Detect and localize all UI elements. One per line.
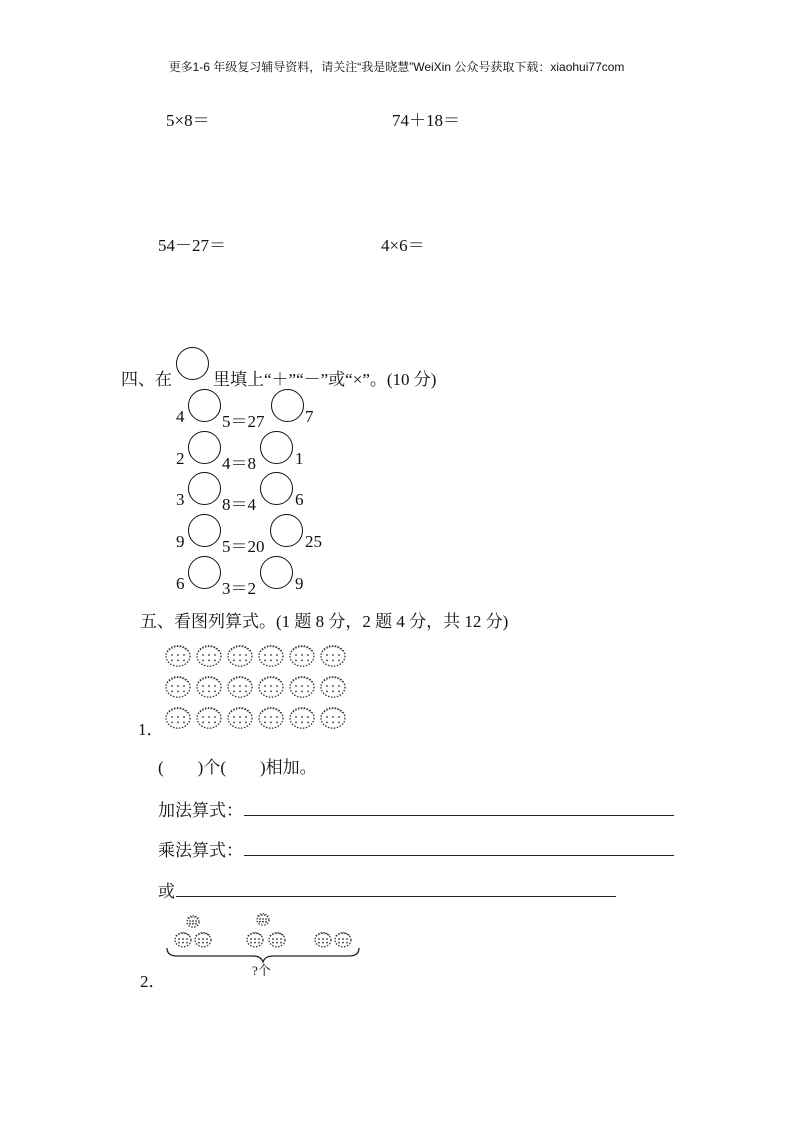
row2-circle-2[interactable] — [260, 431, 293, 464]
q1-object-r3-c3 — [228, 708, 252, 728]
section4-title-suffix: 里填上“＋”“－”或“×”。(10 分) — [213, 370, 437, 389]
q1-number: 1． — [138, 720, 164, 739]
q1-object-r1-c2 — [197, 646, 221, 666]
row3-mid: 8＝4 — [222, 495, 256, 514]
q1-object-r1-c5 — [290, 646, 314, 666]
q1-object-r3-c6 — [321, 708, 345, 728]
q2-object-top-1 — [187, 916, 199, 927]
q1-object-r3-c4 — [259, 708, 283, 728]
row5-circle-1[interactable] — [188, 556, 221, 589]
q2-object-g3-2 — [335, 933, 351, 947]
q1-blank-text: ( )个( )相加。 — [158, 758, 317, 777]
row5-circle-2[interactable] — [260, 556, 293, 589]
page-header: 更多1-6 年级复习辅导资料，请关注“我是晓慧”WeiXin 公众号获取下载：xiaohui77com — [168, 60, 625, 74]
q1-object-r1-c3 — [228, 646, 252, 666]
oral-expr-4: 4×6＝ — [381, 236, 425, 255]
row2-circle-1[interactable] — [188, 431, 221, 464]
q1-object-r1-c1 — [166, 646, 190, 666]
row3-circle-1[interactable] — [188, 472, 221, 505]
or-label: 或 — [158, 882, 175, 901]
row1-num-a: 4 — [176, 407, 185, 426]
row5-num-a: 6 — [176, 574, 185, 593]
row4-num-a: 9 — [176, 532, 185, 551]
multiplication-answer-line[interactable] — [244, 855, 674, 856]
row1-mid: 5＝27 — [222, 412, 265, 431]
row1-num-c: 7 — [305, 407, 314, 426]
q2-object-g2-1 — [247, 933, 263, 947]
q1-object-r1-c4 — [259, 646, 283, 666]
q1-object-r2-c5 — [290, 677, 314, 697]
multiplication-label: 乘法算式： — [158, 841, 243, 860]
q1-picture — [163, 640, 353, 732]
row2-num-c: 1 — [295, 449, 304, 468]
section4-title-prefix: 四、在 — [121, 370, 172, 389]
q1-object-r2-c1 — [166, 677, 190, 697]
answer-circle-example — [176, 347, 209, 380]
row4-circle-1[interactable] — [188, 514, 221, 547]
q1-object-r3-c1 — [166, 708, 190, 728]
oral-expr-3: 54－27＝ — [158, 236, 226, 255]
q2-object-g1-1 — [175, 933, 191, 947]
section5-title: 五、看图列算式。(1 题 8 分，2 题 4 分，共 12 分) — [140, 612, 509, 631]
row2-mid: 4＝8 — [222, 454, 256, 473]
row4-mid: 5＝20 — [222, 537, 265, 556]
q1-object-r3-c5 — [290, 708, 314, 728]
q2-object-g3-1 — [315, 933, 331, 947]
q2-object-g2-2 — [269, 933, 285, 947]
q2-object-top-2 — [257, 914, 269, 925]
q2-number: 2． — [140, 972, 166, 991]
row3-num-c: 6 — [295, 490, 304, 509]
q2-object-g1-2 — [195, 933, 211, 947]
row5-mid: 3＝2 — [222, 579, 256, 598]
oral-expr-1: 5×8＝ — [166, 111, 210, 130]
row1-circle-1[interactable] — [188, 389, 221, 422]
q1-object-r2-c4 — [259, 677, 283, 697]
row1-circle-2[interactable] — [271, 389, 304, 422]
addition-label: 加法算式： — [158, 801, 243, 820]
q1-object-r1-c6 — [321, 646, 345, 666]
row4-num-c: 25 — [305, 532, 322, 551]
row3-num-a: 3 — [176, 490, 185, 509]
addition-answer-line[interactable] — [244, 815, 674, 816]
alternative-answer-line[interactable] — [176, 896, 616, 897]
row3-circle-2[interactable] — [260, 472, 293, 505]
q1-object-r2-c6 — [321, 677, 345, 697]
q1-object-r2-c3 — [228, 677, 252, 697]
row5-num-c: 9 — [295, 574, 304, 593]
oral-expr-2: 74＋18＝ — [392, 111, 460, 130]
q1-object-r3-c2 — [197, 708, 221, 728]
q2-brace-label: ?个 — [252, 963, 271, 978]
row4-circle-2[interactable] — [270, 514, 303, 547]
row2-num-a: 2 — [176, 449, 185, 468]
q2-picture — [165, 908, 365, 968]
q1-object-r2-c2 — [197, 677, 221, 697]
